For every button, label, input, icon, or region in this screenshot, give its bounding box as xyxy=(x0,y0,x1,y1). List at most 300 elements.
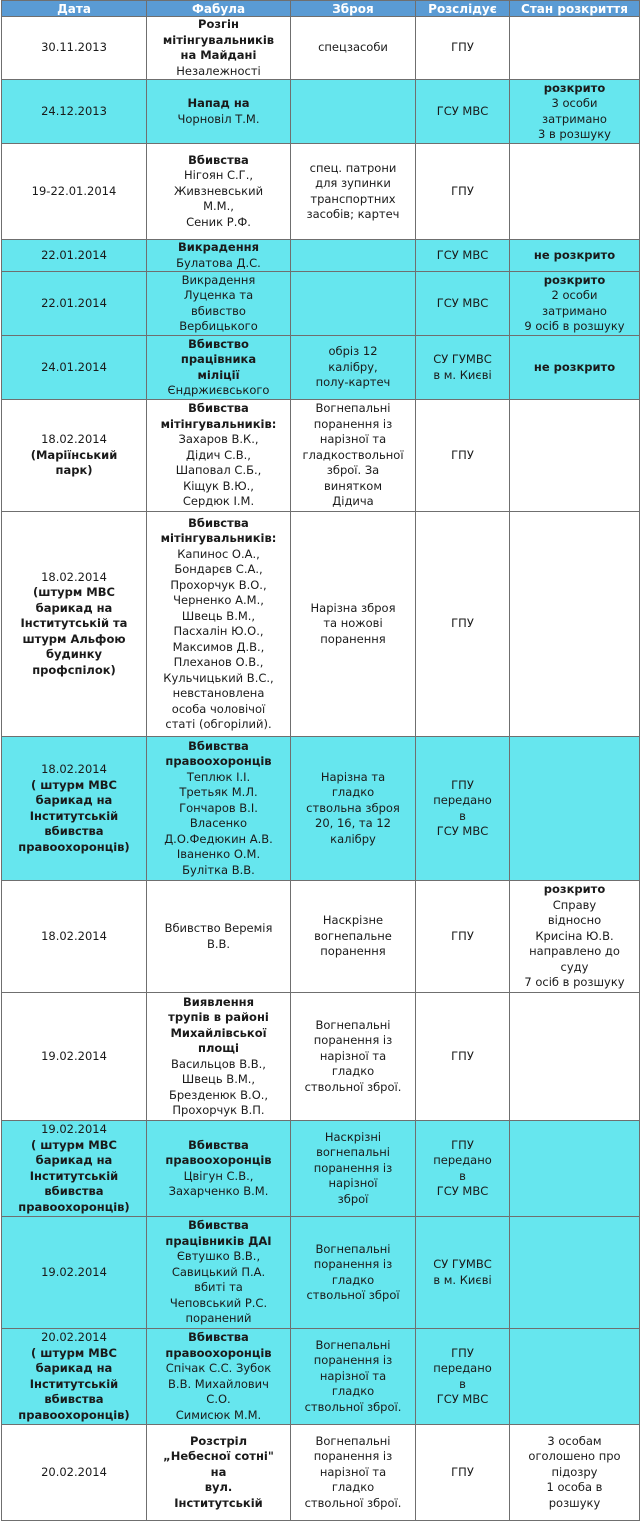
date-text: 22.01.2014 xyxy=(41,247,107,262)
plot-heading: правоохоронців xyxy=(165,754,272,769)
weapon-text: засобів; картеч xyxy=(306,207,400,221)
plot-text: поранений xyxy=(185,1311,252,1326)
cell-investigator xyxy=(416,1217,510,1329)
plot-text: Черненко А.М., xyxy=(173,593,264,607)
weapon-text: Вогнепальні xyxy=(315,401,391,416)
weapon-text: полу-картеч xyxy=(315,375,391,390)
status-text: суду xyxy=(560,959,589,974)
cell-investigator xyxy=(416,1425,510,1521)
plot-text: Сеник Р.Ф. xyxy=(186,214,251,229)
cell-plot xyxy=(147,1217,291,1329)
cell-plot xyxy=(147,512,291,737)
header-status: Стан розкриття xyxy=(510,1,640,17)
investigator-text: ГПУ xyxy=(451,928,474,943)
plot-heading: правоохоронців xyxy=(165,1345,272,1360)
date-note: профспілок) xyxy=(32,662,116,677)
date-text: 22.01.2014 xyxy=(41,295,107,310)
plot-text: Єндржиєвського xyxy=(167,383,270,397)
date-note: вбивства xyxy=(44,1184,104,1198)
weapon-text: та ножові xyxy=(323,616,383,631)
weapon-text: Вогнепальні xyxy=(315,1241,391,1256)
plot-heading: мітінгувальників xyxy=(162,32,275,47)
header-weapon: Зброя xyxy=(291,1,416,17)
cell-weapon xyxy=(291,272,416,336)
status-heading: розкрито xyxy=(543,80,606,95)
date-note: Інститутській xyxy=(29,1376,119,1391)
cell-investigator xyxy=(416,336,510,400)
table-row xyxy=(2,144,640,240)
plot-heading: Михайлівської xyxy=(170,1025,267,1040)
cell-date xyxy=(2,80,147,144)
plot-heading: мітінгувальників: xyxy=(160,531,277,545)
weapon-text: для зупинки xyxy=(315,176,391,190)
plot-heading: працівника xyxy=(180,352,257,366)
cell-investigator xyxy=(416,272,510,336)
cell-investigator xyxy=(416,240,510,272)
plot-text: Живзневський xyxy=(173,183,264,198)
weapon-text: поранення xyxy=(320,944,386,959)
cell-plot xyxy=(147,993,291,1121)
table-row xyxy=(2,881,640,993)
cell-weapon xyxy=(291,80,416,144)
plot-text: В.В. Михайлович xyxy=(168,1376,269,1391)
plot-heading: на Майдані xyxy=(180,48,257,62)
cell-weapon xyxy=(291,400,416,512)
weapon-text: калібру, xyxy=(328,359,378,374)
date-text: 18.02.2014 xyxy=(41,928,107,943)
weapon-text: вогнепальне xyxy=(314,928,392,943)
plot-text: вбиті та xyxy=(194,1280,243,1295)
cell-date xyxy=(2,400,147,512)
cell-plot xyxy=(147,1329,291,1425)
plot-heading: Напад на xyxy=(187,96,250,110)
weapon-text: спец. патрони xyxy=(309,160,397,175)
date-note: барикад на xyxy=(35,600,113,615)
cell-status xyxy=(510,336,640,400)
investigator-text: в xyxy=(459,808,466,823)
cell-status xyxy=(510,737,640,881)
date-text: 18.02.2014 xyxy=(41,432,107,447)
cell-weapon xyxy=(291,512,416,737)
date-text: 19.02.2014 xyxy=(41,1264,107,1279)
cell-investigator xyxy=(416,881,510,993)
cell-date xyxy=(2,1425,147,1521)
cell-plot xyxy=(147,1121,291,1217)
date-note: парк) xyxy=(55,463,93,478)
plot-text: М.М., xyxy=(203,199,234,214)
plot-heading: Вбивства xyxy=(188,1137,249,1152)
weapon-text: Дідича xyxy=(332,494,374,509)
status-text: 3 особам xyxy=(547,1433,602,1448)
status-text: Справу xyxy=(552,897,597,912)
date-note: правоохоронців) xyxy=(18,839,130,854)
plot-heading: Вбивства xyxy=(188,152,249,167)
weapon-text: винятком xyxy=(323,478,383,493)
cell-date xyxy=(2,1329,147,1425)
plot-text: Вербицького xyxy=(179,319,258,333)
weapon-text: поранення із xyxy=(313,1449,393,1464)
cell-weapon xyxy=(291,336,416,400)
investigator-text: ГПУ xyxy=(451,183,474,198)
cell-status xyxy=(510,144,640,240)
investigator-text: ГПУ xyxy=(451,40,474,55)
plot-heading: Викрадення xyxy=(178,240,259,254)
date-note: штурм Альфою xyxy=(22,631,126,646)
weapon-text: поранення із xyxy=(313,1160,393,1175)
weapon-text: нарізної та xyxy=(319,1368,387,1383)
investigator-text: передано xyxy=(433,1153,492,1167)
plot-heading: Розстріл xyxy=(189,1433,248,1448)
date-note: ( штурм МВС xyxy=(31,777,117,792)
investigator-text: СУ ГУМВС xyxy=(433,1257,492,1271)
cell-status xyxy=(510,17,640,80)
weapon-text: поранення із xyxy=(313,1353,393,1368)
plot-text: Симисюк М.М. xyxy=(175,1407,262,1422)
plot-text: особа чоловічої xyxy=(171,701,266,716)
plot-text: вбивство xyxy=(191,303,246,318)
weapon-text: нарізної xyxy=(328,1176,378,1191)
weapon-text: Нарізна та xyxy=(320,769,386,784)
plot-heading: Виявлення xyxy=(183,994,254,1009)
cell-investigator xyxy=(416,400,510,512)
plot-text: Власенко xyxy=(189,816,248,831)
plot-heading: міліції xyxy=(197,367,240,382)
cell-date xyxy=(2,512,147,737)
plot-text: Третьяк М.Л. xyxy=(179,785,258,800)
cell-date xyxy=(2,993,147,1121)
plot-text: Бондарєв С.А., xyxy=(174,562,263,576)
cell-date xyxy=(2,144,147,240)
plot-text: Булітка В.В. xyxy=(182,862,255,877)
table-row xyxy=(2,17,640,80)
status-text: направлено до xyxy=(529,944,620,959)
cell-investigator xyxy=(416,993,510,1121)
cell-weapon xyxy=(291,240,416,272)
cell-weapon xyxy=(291,1329,416,1425)
status-text: 1 особа в xyxy=(546,1480,603,1495)
plot-text: Булатова Д.С. xyxy=(176,255,261,270)
investigator-text: ГПУ xyxy=(451,447,474,462)
date-text: 18.02.2014 xyxy=(41,569,107,584)
header-investigator: Розслідує xyxy=(416,1,510,17)
cell-plot xyxy=(147,80,291,144)
weapon-text: калібру xyxy=(330,831,376,846)
header-plot: Фабула xyxy=(147,1,291,17)
cell-investigator xyxy=(416,144,510,240)
plot-text: Сердюк І.М. xyxy=(182,494,255,509)
status-text: відносно xyxy=(547,913,602,928)
weapon-text: поранення із xyxy=(313,416,393,431)
cell-date xyxy=(2,272,147,336)
plot-text: Захаров В.К., xyxy=(178,432,259,447)
cell-date xyxy=(2,1121,147,1217)
date-note: (штурм МВС xyxy=(33,585,115,600)
investigator-text: ГПУ xyxy=(451,1137,474,1152)
weapon-text: Нарізна зброя xyxy=(310,600,396,615)
date-note: (Маріїнський xyxy=(30,447,118,462)
weapon-text: нарізної та xyxy=(319,1464,387,1479)
plot-heading: Розгін xyxy=(198,17,239,31)
status-text: Крисіна Ю.В. xyxy=(535,928,614,943)
weapon-text: зброї. За xyxy=(326,463,380,478)
weapon-text: 20, 16, та 12 xyxy=(315,816,391,831)
plot-text: Д.О.Федюкин А.В. xyxy=(164,831,273,846)
table-row xyxy=(2,1217,640,1329)
weapon-text: гладко xyxy=(331,1480,375,1495)
date-text: 24.12.2013 xyxy=(41,103,107,118)
plot-text: Швець В.М., xyxy=(181,608,256,623)
date-note: барикад на xyxy=(35,1361,113,1375)
cell-plot xyxy=(147,272,291,336)
cell-plot xyxy=(147,881,291,993)
cell-status xyxy=(510,881,640,993)
weapon-text: ствольної зброї. xyxy=(304,1495,402,1510)
cell-plot xyxy=(147,240,291,272)
weapon-text: вогнепальні xyxy=(316,1145,390,1160)
cell-status xyxy=(510,1217,640,1329)
investigator-text: в xyxy=(459,1168,466,1183)
date-note: ( штурм МВС xyxy=(31,1345,117,1360)
date-note: правоохоронців) xyxy=(18,1199,130,1214)
plot-text: Спічак С.С. Зубок xyxy=(165,1361,272,1375)
weapon-text: ствольна зброя xyxy=(306,800,400,815)
date-text: 20.02.2014 xyxy=(41,1330,107,1344)
weapon-text: Наскрізні xyxy=(324,1129,382,1144)
plot-text: Захарченко В.М. xyxy=(168,1184,269,1198)
weapon-text: нарізної та xyxy=(319,1048,387,1063)
status-heading: не розкрито xyxy=(533,359,616,374)
cell-status xyxy=(510,272,640,336)
status-text: затримано xyxy=(542,111,607,126)
status-text: затримано xyxy=(542,303,607,318)
plot-text: Нігоян С.Г., xyxy=(183,168,254,183)
weapon-text: транспортних xyxy=(310,191,396,206)
table-row xyxy=(2,737,640,881)
plot-heading: Вбивства xyxy=(188,515,249,530)
status-text: 2 особи xyxy=(551,288,598,302)
cell-plot xyxy=(147,17,291,80)
weapon-text: спецзасоби xyxy=(318,40,388,55)
plot-text: Прохорчук В.П. xyxy=(172,1103,265,1117)
date-note: барикад на xyxy=(35,1153,113,1167)
plot-text: Чорновіл Т.М. xyxy=(177,111,260,126)
plot-text: Плеханов О.В., xyxy=(173,655,264,669)
cell-plot xyxy=(147,144,291,240)
weapon-text: поранення xyxy=(320,631,386,646)
weapon-text: ствольної зброї xyxy=(306,1288,400,1302)
status-text: розшуку xyxy=(548,1495,601,1510)
cell-investigator xyxy=(416,1329,510,1425)
date-text: 30.11.2013 xyxy=(41,40,107,55)
weapon-text: гладко xyxy=(331,1384,375,1399)
table-row xyxy=(2,993,640,1121)
plot-heading: на xyxy=(210,1464,227,1479)
date-text: 18.02.2014 xyxy=(41,762,107,776)
date-text: 19.02.2014 xyxy=(41,1048,107,1063)
date-note: Інститутській та xyxy=(20,616,128,631)
weapon-text: гладко xyxy=(331,1272,375,1287)
cell-weapon xyxy=(291,737,416,881)
cell-status xyxy=(510,240,640,272)
cell-investigator xyxy=(416,80,510,144)
date-note: вбивства xyxy=(44,824,104,838)
weapon-text: гладкоствольної xyxy=(302,447,404,462)
investigator-text: передано xyxy=(433,793,492,807)
plot-text: Луценка та xyxy=(183,288,254,302)
cell-status xyxy=(510,993,640,1121)
weapon-text: зброї xyxy=(337,1191,369,1206)
investigator-text: передано xyxy=(433,1361,492,1375)
cell-date xyxy=(2,240,147,272)
weapon-text: Наскрізне xyxy=(322,913,384,928)
investigator-text: ГСУ МВС xyxy=(436,1184,489,1198)
plot-text: Савицький П.А. xyxy=(171,1264,266,1279)
weapon-text: гладко xyxy=(331,785,375,800)
cell-weapon xyxy=(291,144,416,240)
investigator-text: ГПУ xyxy=(451,616,474,631)
investigator-text: в xyxy=(459,1376,466,1391)
plot-text: Дідич С.В., xyxy=(186,447,251,462)
plot-text: Шаповал С.Б., xyxy=(175,463,262,478)
cell-plot xyxy=(147,400,291,512)
cell-weapon xyxy=(291,17,416,80)
investigator-text: ГПУ xyxy=(451,1345,474,1360)
date-note: вбивства xyxy=(44,1392,104,1406)
status-text: оголошено про xyxy=(528,1449,621,1464)
plot-text: Швець В.М., xyxy=(181,1072,256,1086)
plot-heading: вул. xyxy=(204,1480,233,1495)
investigator-text: в м. Києві xyxy=(433,367,492,382)
cell-date xyxy=(2,737,147,881)
cell-status xyxy=(510,80,640,144)
weapon-text: Вогнепальні xyxy=(315,1337,391,1352)
plot-heading: Вбивство xyxy=(188,336,249,351)
investigator-text: в м. Києві xyxy=(433,1272,492,1287)
plot-heading: трупів в районі xyxy=(168,1010,269,1024)
cell-investigator xyxy=(416,512,510,737)
plot-text: Прохорчук В.О., xyxy=(170,577,267,592)
cell-status xyxy=(510,1425,640,1521)
cell-status xyxy=(510,1329,640,1425)
plot-heading: мітінгувальників: xyxy=(160,416,277,431)
weapon-text: гладко xyxy=(331,1064,375,1079)
cell-date xyxy=(2,17,147,80)
plot-heading: Вбивства xyxy=(188,738,249,753)
cell-status xyxy=(510,1121,640,1217)
table-row xyxy=(2,1425,640,1521)
cell-investigator xyxy=(416,17,510,80)
plot-heading: правоохоронців xyxy=(165,1153,272,1167)
cases-table xyxy=(1,0,640,1521)
plot-heading: „Небесної сотні" xyxy=(163,1449,274,1464)
header-date: Дата xyxy=(2,1,147,17)
weapon-text: нарізної та xyxy=(319,432,387,447)
cell-weapon xyxy=(291,1425,416,1521)
plot-text: Гончаров В.І. xyxy=(179,800,258,815)
plot-text: Кульчицький В.С., xyxy=(163,670,274,685)
plot-text: Незалежності xyxy=(176,63,261,78)
weapon-text: поранення із xyxy=(313,1033,393,1048)
plot-heading: Вбивства xyxy=(188,1330,249,1344)
plot-text: статі (обгорілий). xyxy=(165,717,272,731)
cell-weapon xyxy=(291,881,416,993)
cell-status xyxy=(510,400,640,512)
plot-text: Максимов Д.В., xyxy=(172,639,265,654)
plot-text: невстановлена xyxy=(172,686,265,700)
cell-date xyxy=(2,1217,147,1329)
table-row xyxy=(2,272,640,336)
status-text: 9 осіб в розшуку xyxy=(524,319,625,333)
plot-text: Викрадення xyxy=(181,272,256,287)
plot-text: Теплюк І.І. xyxy=(186,769,251,784)
investigator-text: ГСУ МВС xyxy=(436,295,489,310)
status-heading: розкрито xyxy=(543,882,606,897)
plot-text: Пасхалін Ю.О., xyxy=(173,624,264,638)
investigator-text: СУ ГУМВС xyxy=(433,352,492,366)
plot-text: Іваненко О.М. xyxy=(176,847,261,862)
plot-text: Капинос О.А., xyxy=(177,546,260,561)
date-note: Інститутській xyxy=(29,1168,119,1183)
investigator-text: ГСУ МВС xyxy=(436,103,489,118)
investigator-text: ГСУ МВС xyxy=(436,247,489,262)
date-text: 19-22.01.2014 xyxy=(31,183,117,198)
table-row xyxy=(2,336,640,400)
plot-text: Вбивство Веремія xyxy=(164,921,273,935)
date-note: Інститутській xyxy=(29,808,119,823)
weapon-text: Вогнепальні xyxy=(315,1017,391,1032)
status-text: 3 особи xyxy=(551,96,598,110)
investigator-text: ГПУ xyxy=(451,1464,474,1479)
cell-status xyxy=(510,512,640,737)
cell-plot xyxy=(147,1425,291,1521)
date-text: 19.02.2014 xyxy=(41,1122,107,1136)
investigator-text: ГСУ МВС xyxy=(436,824,489,838)
plot-text: Брезденюк В.О., xyxy=(168,1087,269,1102)
table-row xyxy=(2,80,640,144)
plot-text: С.О. xyxy=(206,1392,231,1406)
date-note: будинку xyxy=(45,647,103,662)
investigator-text: ГПУ xyxy=(451,777,474,792)
plot-text: Чеповський Р.С. xyxy=(169,1295,268,1310)
cell-weapon xyxy=(291,1121,416,1217)
cell-weapon xyxy=(291,1217,416,1329)
cell-investigator xyxy=(416,737,510,881)
weapon-text: Вогнепальні xyxy=(315,1433,391,1448)
plot-text: В.В. xyxy=(206,936,231,951)
weapon-text: поранення із xyxy=(313,1257,393,1271)
cell-investigator xyxy=(416,1121,510,1217)
status-text: підозру xyxy=(551,1464,598,1479)
plot-heading: Вбивства xyxy=(188,401,249,416)
plot-text: Цвігун С.В., xyxy=(183,1168,254,1183)
investigator-text: ГСУ МВС xyxy=(436,1392,489,1406)
date-text: 24.01.2014 xyxy=(41,359,107,374)
cell-plot xyxy=(147,737,291,881)
investigator-text: ГПУ xyxy=(451,1048,474,1063)
plot-text: Євтушко В.В., xyxy=(176,1249,261,1264)
header-row xyxy=(2,1,640,17)
status-text: 3 в розшуку xyxy=(538,127,611,141)
weapon-text: ствольної зброї. xyxy=(304,1079,402,1094)
table-row xyxy=(2,512,640,737)
cell-date xyxy=(2,336,147,400)
table-row xyxy=(2,1329,640,1425)
date-note: правоохоронців) xyxy=(18,1407,130,1422)
table-row xyxy=(2,400,640,512)
status-heading: не розкрито xyxy=(533,247,616,262)
plot-text: Кіщук В.Ю., xyxy=(183,478,254,493)
plot-heading: працівників ДАІ xyxy=(165,1233,272,1248)
